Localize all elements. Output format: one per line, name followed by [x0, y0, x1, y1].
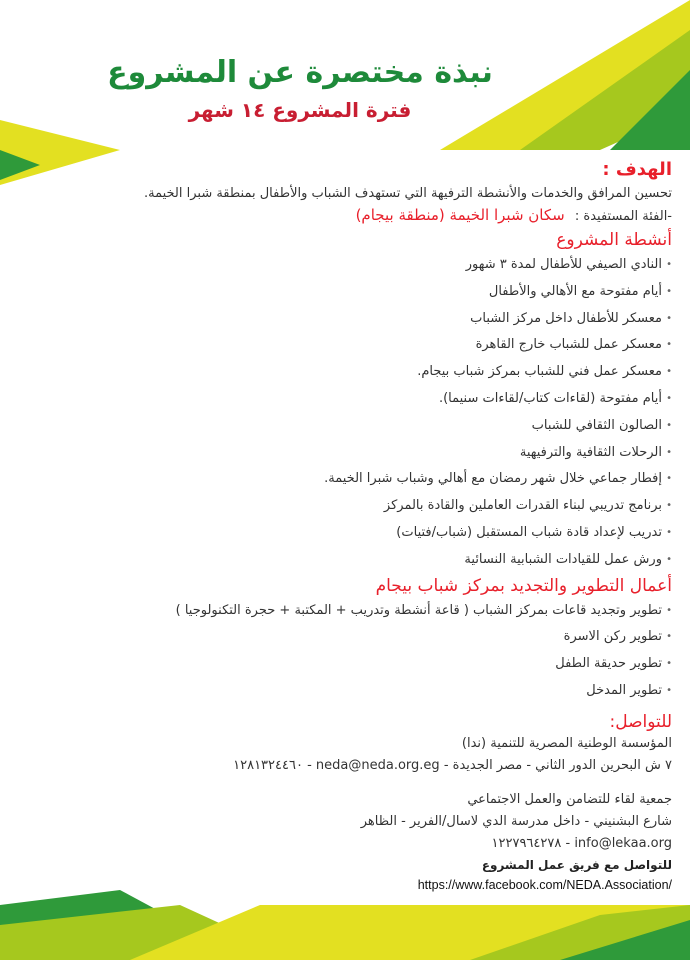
list-item: • ورش عمل للقيادات الشبابية النسائية	[12, 547, 672, 574]
goal-text: تحسين المرافق والخدمات والأنشطة الترفيهة التي تستهدف الشباب والأطفال بمنطقة شبرا الخيمة.	[143, 186, 672, 201]
list-item: • تطوير ركن الاسرة	[12, 624, 672, 651]
list-item: • النادي الصيفي للأطفال لمدة ٣ شهور	[12, 252, 672, 279]
development-list	[12, 598, 672, 705]
list-item: • إفطار جماعي خلال شهر رمضان مع أهالي وشباب شبرا الخيمة.	[12, 466, 672, 493]
page-title: نبذة مختصرة عن المشروع	[107, 55, 493, 90]
target-group	[12, 204, 672, 228]
list-item: • أيام مفتوحة مع الأهالي والأطفال	[12, 279, 672, 306]
list-item: • تطوير وتجديد قاعات بمركز الشباب ( قاعة أنشطة وتدريب + المكتبة + حجرة التكنولوجيا )	[12, 598, 672, 625]
org1-name: المؤسسة الوطنية المصرية للتنمية (ندا)	[461, 735, 672, 751]
development-heading: أعمال التطوير والتجديد بمركز شباب بيجام	[375, 575, 672, 596]
goal-heading: الهدف :	[602, 159, 672, 180]
list-item: • الصالون الثقافي للشباب	[12, 413, 672, 440]
org1-address: ٧ ش البحرين الدور الثاني - مصر الجديدة -	[443, 757, 672, 773]
org2-phone: - ١٢٢٧٩٦٤٢٧٨	[491, 835, 571, 851]
activities-list	[12, 252, 672, 574]
org1-phone: - ١٢٨١٣٢٤٤٦٠	[233, 757, 312, 773]
facebook-link[interactable]: https://www.facebook.com/NEDA.Association/	[417, 877, 672, 892]
list-item: • تدريب لإعداد قادة شباب المستقبل (شباب/فتيات)	[12, 520, 672, 547]
org2-email-link[interactable]: info@lekaa.org	[574, 835, 672, 851]
org2-contact-line	[12, 833, 672, 855]
activities-heading: أنشطة المشروع	[556, 230, 672, 250]
list-item: • معسكر للأطفال داخل مركز الشباب	[12, 306, 672, 333]
contact-heading: للتواصل:	[609, 711, 672, 732]
list-item: • أيام مفتوحة (لقاءات كتاب/لقاءات سنيما).	[12, 386, 672, 413]
target-label: -الفئة المستفيدة :	[574, 209, 672, 224]
list-item: • تطوير المدخل	[12, 678, 672, 705]
content	[12, 158, 672, 895]
list-item: • برنامج تدريبي لبناء القدرات العاملين والقادة بالمركز	[12, 493, 672, 520]
list-item: • تطوير حديقة الطفل	[12, 651, 672, 678]
page-subtitle: فترة المشروع ١٤ شهر	[188, 98, 412, 122]
list-item: • الرحلات الثقافية والترفيهية	[12, 440, 672, 467]
facebook-label: للتواصل مع فريق عمل المشروع	[481, 857, 672, 872]
list-item: • معسكر عمل فني للشباب بمركز شباب بيجام.	[12, 359, 672, 386]
target-value: سكان شبرا الخيمة (منطقة بيجام)	[355, 206, 565, 224]
org2-name: جمعية لقاء للتضامن والعمل الاجتماعي	[467, 791, 672, 807]
org1-email-link[interactable]: neda@neda.org.eg	[315, 757, 440, 773]
org2-address: شارع البشنيني - داخل مدرسة الدي لاسال/الفرير - الظاهر	[360, 813, 672, 829]
org1-contact-line	[12, 755, 672, 777]
list-item: • معسكر عمل للشباب خارج القاهرة	[12, 332, 672, 359]
